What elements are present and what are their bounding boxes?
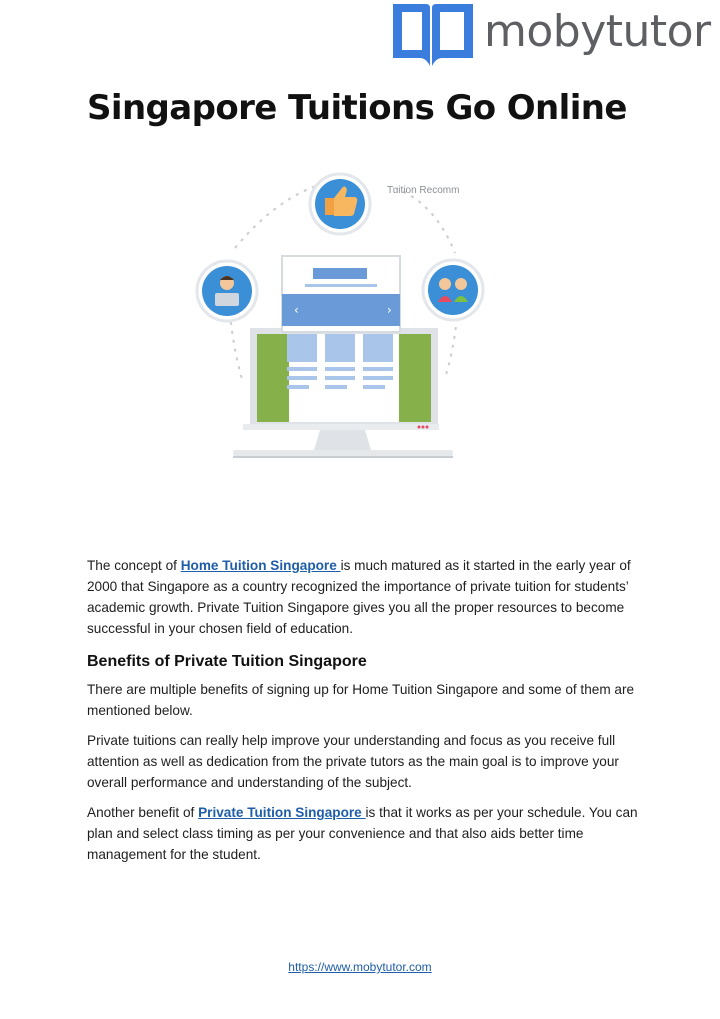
intro-text-start: The concept of (87, 558, 181, 573)
monitor-icon (233, 256, 453, 458)
parents-icon (423, 260, 483, 320)
benefit-schedule-paragraph (87, 802, 647, 865)
thumbs-up-icon (310, 174, 370, 234)
section-heading: Benefits of Private Tuition Singapore (87, 653, 367, 670)
footer (0, 960, 720, 974)
brand-name: mobytutor (484, 6, 711, 57)
chevron-left-icon: ‹ (294, 303, 299, 317)
intro-text-end: is much matured as it started in the early year of 2000 that Singapore as a country recognized the importance of private tuition for students’ academic growth. Private Tuition Singapore gives you all the proper resources to become successful in your chosen field of education. (87, 558, 631, 636)
benefits-intro-paragraph: There are multiple benefits of signing up for Home Tuition Singapore and some of them are mentioned below. (87, 682, 635, 718)
chevron-right-icon: › (387, 303, 392, 317)
footer-url-link[interactable]: https://www.mobytutor.com (288, 960, 432, 974)
article-body (87, 555, 647, 874)
hero-illustration (195, 168, 490, 468)
page-title: Singapore Tuitions Go Online (87, 88, 627, 128)
open-book-icon (390, 0, 476, 72)
benefit-focus-paragraph: Private tuitions can really help improve your understanding and focus as you receive full attention as well as dedication from the private tutors as the main goal is to improve your overall performance and understanding of the subject. (87, 733, 619, 790)
private-tuition-link[interactable]: Private Tuition Singapore (198, 805, 366, 820)
hero-caption: Tuition Recomm (387, 185, 460, 196)
intro-paragraph (87, 555, 647, 639)
student-laptop-icon (197, 261, 257, 321)
schedule-text-start: Another benefit of (87, 805, 199, 820)
brand-logo[interactable] (390, 0, 720, 72)
schedule-text-end: is that it works as per your schedule. You can plan and select class timing as per your convenience and that also aids better time management for the student. (87, 805, 638, 862)
home-tuition-link[interactable]: Home Tuition Singapore (180, 558, 341, 573)
